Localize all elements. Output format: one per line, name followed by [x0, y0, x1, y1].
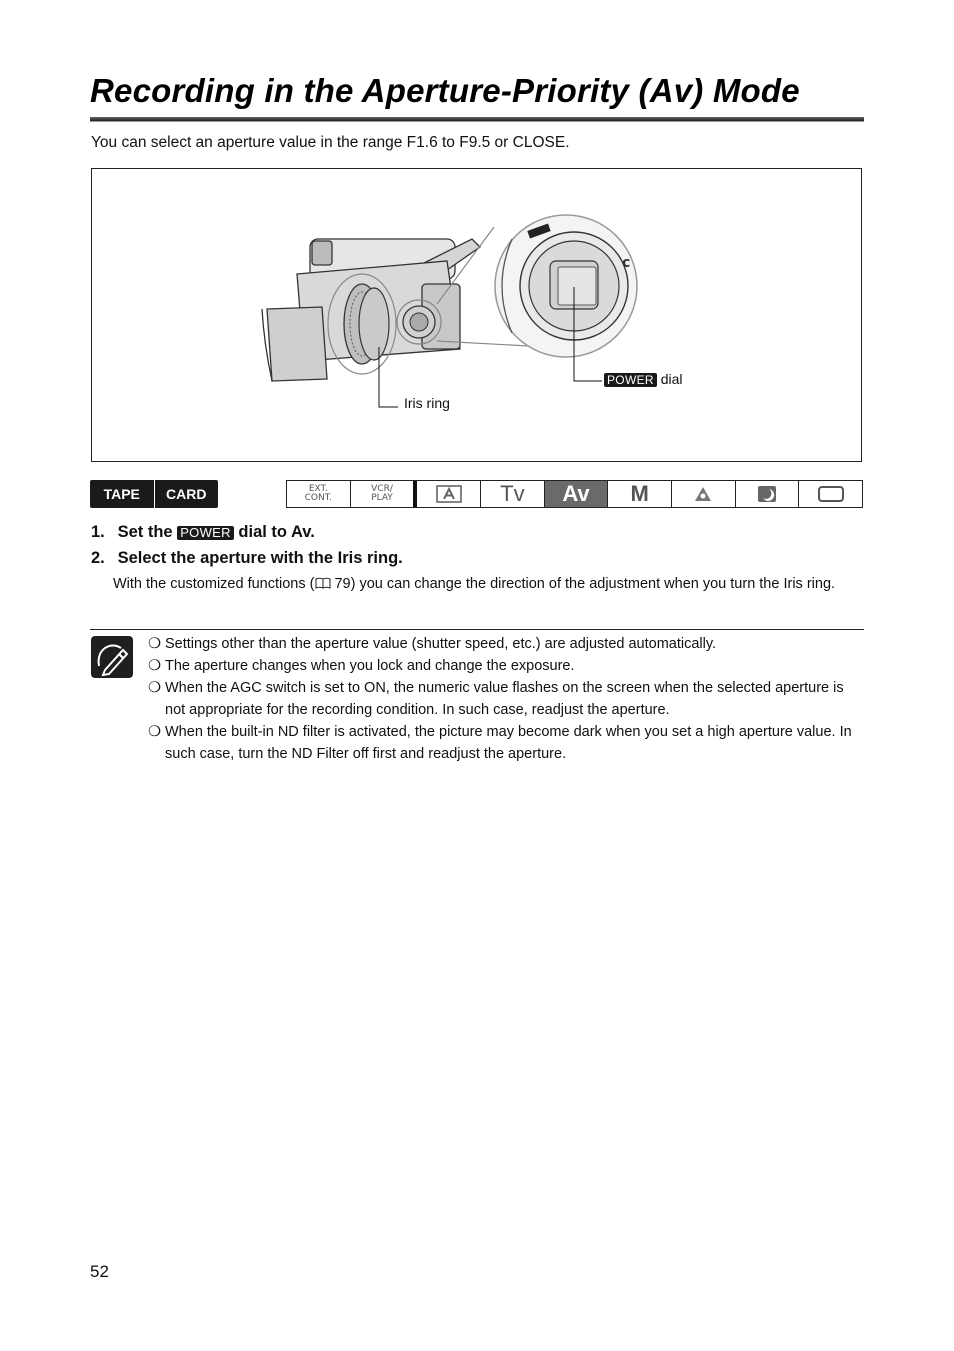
step-note-before: With the customized functions (: [113, 576, 315, 592]
step-1: [91, 523, 315, 542]
note-item: [148, 677, 864, 721]
mode-av-label: Av: [562, 481, 590, 506]
power-dial-callout: [604, 371, 683, 387]
media-indicator: [90, 480, 218, 508]
step-note-ref: 79) you can change the direction of the adjustment when you turn the Iris ring.: [334, 576, 836, 592]
mode-tv: [480, 481, 544, 507]
dial-label: dial: [660, 371, 683, 387]
notes-divider: [90, 629, 864, 630]
page-number: 52: [90, 1262, 109, 1281]
notes-list: [148, 633, 864, 765]
lens-hood: [267, 307, 327, 381]
card-tag: CARD: [154, 480, 219, 508]
note-bullet: ❍: [148, 724, 161, 740]
book-reference-icon: [315, 577, 331, 589]
step-1-power-badge: POWER: [177, 526, 234, 540]
note-item: [148, 721, 864, 765]
note-text: When the built-in ND filter is activated, the picture may become dark when you set a high aperture value. In such case, turn the ND Filter off first and readjust the aperture.: [165, 724, 852, 762]
mode-vcr-line1: VCR/: [371, 484, 393, 494]
note-bullet: ❍: [148, 636, 161, 652]
mode-m-label: M: [630, 481, 649, 506]
mode-indicator-bar: [286, 480, 863, 508]
mode-ext-line2: CONT.: [304, 493, 333, 503]
step-1-post: dial to Av.: [238, 523, 315, 541]
note-text: The aperture changes when you lock and change the exposure.: [165, 658, 575, 674]
mode-vcr-line2: PLAY: [371, 493, 393, 503]
mode-custom: [798, 481, 862, 507]
step-2-number: 2.: [91, 549, 105, 567]
notes-icon: [91, 636, 133, 678]
step-1-number: 1.: [91, 523, 105, 541]
page-title: Recording in the Aperture-Priority (Av) Mode: [90, 72, 800, 109]
mode-av: [544, 481, 608, 507]
note-item: [148, 633, 864, 655]
step-2-text: Select the aperture with the Iris ring.: [117, 549, 403, 567]
step-2-note: [113, 573, 863, 595]
tape-tag: TAPE: [103, 486, 140, 502]
mode-auto: [413, 481, 480, 507]
pencil-note-icon: [91, 636, 133, 678]
note-item: [148, 655, 864, 677]
svg-text:c: c: [622, 255, 631, 271]
power-badge: POWER: [604, 373, 657, 387]
note-bullet: ❍: [148, 658, 161, 674]
mode-vcr-play: [350, 481, 414, 507]
mode-spotlight: [671, 481, 735, 507]
spotlight-icon: [693, 485, 713, 503]
mode-ext-cont: [287, 481, 350, 507]
step-1-pre: Set the: [117, 523, 173, 541]
rounded-frame-icon: [817, 485, 845, 503]
note-text: When the AGC switch is set to ON, the numeric value flashes on the screen when the selected aperture is not appropriate for the recording condition. In such case, readjust the aperture.: [165, 680, 844, 718]
night-mode-icon: [757, 485, 777, 503]
mode-night: [735, 481, 799, 507]
camcorder-illustration: [92, 169, 863, 463]
camcorder-figure: [91, 168, 862, 462]
step-2: [91, 549, 403, 568]
mode-ext-line1: EXT.: [308, 484, 328, 494]
note-text: Settings other than the aperture value (shutter speed, etc.) are adjusted automatically.: [165, 636, 717, 652]
note-bullet: ❍: [148, 680, 161, 696]
mode-m: [607, 481, 671, 507]
intro-text: You can select an aperture value in the range F1.6 to F9.5 or CLOSE.: [91, 134, 570, 151]
iris-ring-label: Iris ring: [404, 395, 450, 411]
mode-tv-label: Tv: [500, 481, 525, 506]
title-rule: [90, 117, 864, 122]
auto-mode-icon: [436, 485, 462, 503]
